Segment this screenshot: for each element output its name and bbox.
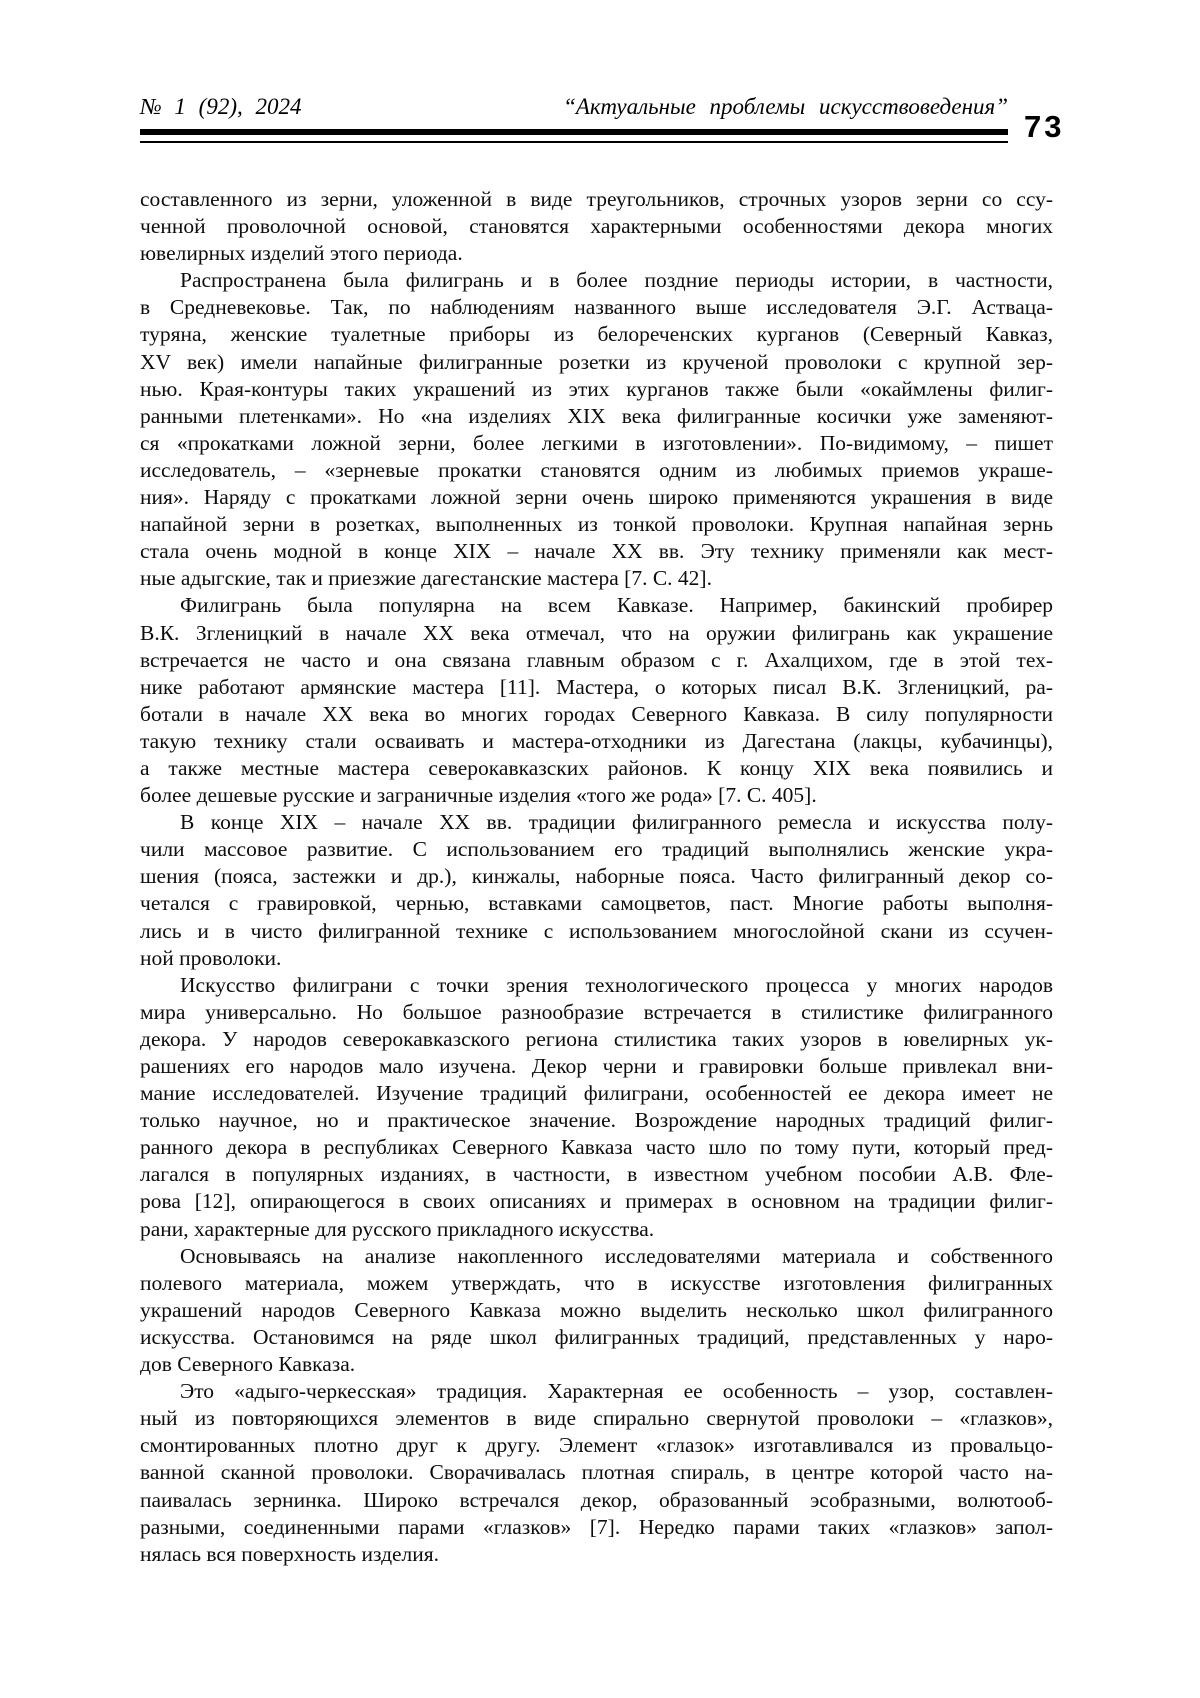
text-line: ранного декора в республиках Северного Кавказа часто шло по тому пути, который пред- [140, 1135, 1053, 1160]
text-line: нью. Края-контуры таких украшений из этих курганов также были «окаймлены филиг- [140, 376, 1053, 401]
journal-title: “Актуальные проблемы искусствоведения” [563, 94, 1008, 119]
paragraph [140, 1243, 1053, 1378]
issue-label: № 1 (92), 2024 [140, 94, 302, 119]
text-line: напайной зерни в розетках, выполненных из тонкой проволоки. Крупная напайная зернь [140, 512, 1053, 537]
text-line: чили массовое развитие. С использованием его традиций выполнялись женские укра- [140, 837, 1053, 862]
paragraph [140, 592, 1053, 809]
text-line: нике работают армянские мастера [11]. Мастера, о которых писал В.К. Згленицкий, ра- [140, 674, 1053, 699]
text-line: XV век) имели напайные филигранные розетки из крученой проволоки с крупной зер- [140, 349, 1053, 374]
text-line: только научное, но и практическое значение. Возрождение народных традиций филиг- [140, 1108, 1053, 1133]
text-line: искусства. Остановимся на ряде школ филигранных традиций, представленных у наро- [140, 1324, 1053, 1349]
text-line: стала очень модной в конце XIX – начале XX вв. Эту технику применяли как мест- [140, 539, 1053, 564]
text-line: ния». Наряду с прокатками ложной зерни очень широко применяются украшения в виде [140, 485, 1053, 510]
text-line: ный из повторяющихся элементов в виде спирально свернутой проволоки – «глазков», [140, 1406, 1053, 1431]
text-line: рашениях его народов мало изучена. Декор черни и гравировки больше привлекал вни- [140, 1054, 1053, 1078]
text-line: Искусство филиграни с точки зрения технологического процесса у многих народов [180, 972, 1053, 997]
paragraph [140, 972, 1053, 1243]
text-line: дов Северного Кавказа. [140, 1352, 356, 1377]
text-line: полевого материала, можем утверждать, что в искусстве изготовления филигранных [140, 1270, 1053, 1295]
text-line: паивалась зернинка. Широко встречался декор, образованный эсобразными, волютооб- [140, 1487, 1053, 1512]
text-line: а также местные мастера северокавказских районов. К концу XIX века появились и [140, 755, 1053, 780]
text-line: исследователь, – «зерневые прокатки становятся одним из любимых приемов украше- [140, 457, 1053, 482]
paragraph [140, 809, 1053, 972]
text-line: Распространена была филигрань и в более поздние периоды истории, в частности, [180, 268, 1053, 293]
text-line: составленного из зерни, уложенной в виде треугольников, строчных узоров зерни со ссу- [140, 187, 1053, 211]
text-line: ченной проволочной основой, становятся характерными особенностями декора многих [140, 214, 1053, 239]
header-rule [140, 129, 1008, 143]
text-line: ботали в начале XX века во многих городах Северного Кавказа. В силу популярности [140, 701, 1053, 726]
text-line: в Средневековье. Так, по наблюдениям названного выше исследователя Э.Г. Астваца- [140, 295, 1053, 320]
text-line: встречается не часто и она связана главным образом с г. Ахалцихом, где в этой тех- [140, 647, 1053, 672]
text-line: Это «адыго-черкесская» традиция. Характерная ее особенность – узор, составлен- [180, 1379, 1053, 1404]
paragraph [140, 1378, 1053, 1568]
text-line: ювелирных изделий этого периода. [140, 241, 463, 266]
text-line: В конце XIX – начале XX вв. традиции филигранного ремесла и искусства полу- [180, 810, 1053, 835]
text-line: рани, характерные для русского прикладного искусства. [140, 1216, 655, 1241]
text-line: Филигрань была популярна на всем Кавказе. Например, бакинский пробирер [180, 593, 1053, 618]
page-number: 73 [1024, 109, 1065, 144]
article-text [140, 186, 1053, 1568]
text-line: туряна, женские туалетные приборы из белореченских курганов (Северный Кавказ, [140, 322, 1053, 347]
text-line: лагался в популярных изданиях, в частности, в известном учебном пособии А.В. Фле- [140, 1162, 1053, 1187]
text-line: рова [12], опирающегося в своих описаниях и примерах в основном на традиции филиг- [140, 1189, 1053, 1214]
text-line: мира универсально. Но большое разнообразие встречается в стилистике филигранного [140, 999, 1053, 1024]
text-line: лись и в чисто филигранной технике с использованием многослойной скани из ссучен- [140, 918, 1053, 943]
page-header [140, 94, 1008, 120]
text-line: ванной сканной проволоки. Сворачивалась плотная спираль, в центре которой часто на- [140, 1460, 1053, 1485]
text-line: украшений народов Северного Кавказа можно выделить несколько школ филигранного [140, 1297, 1053, 1322]
text-line: разными, соединенными парами «глазков» [7]. Нередко парами таких «глазков» запол- [140, 1514, 1053, 1539]
text-line: более дешевые русские и заграничные изделия «того же рода» [7. С. 405]. [140, 783, 817, 808]
text-line: нялась вся поверхность изделия. [140, 1541, 440, 1566]
paragraph [140, 267, 1053, 592]
text-line: шения (пояса, застежки и др.), кинжалы, наборные пояса. Часто филигранный декор со- [140, 864, 1053, 889]
text-line: такую технику стали осваивать и мастера-отходники из Дагестана (лакцы, кубачинцы), [140, 728, 1053, 753]
text-line: В.К. Згленицкий в начале XX века отмечал, что на оружии филигрань как украшение [140, 620, 1053, 645]
text-line: декора. У народов северокавказского региона стилистика таких узоров в ювелирных ук- [140, 1026, 1053, 1051]
text-line: ся «прокатками ложной зерни, более легкими в изготовлении». По-видимому, – пишет [140, 430, 1053, 455]
text-line: ной проволоки. [140, 945, 282, 970]
text-line: смонтированных плотно друг к другу. Элемент «глазок» изготавливался из провальцо- [140, 1433, 1053, 1458]
text-line: четался с гравировкой, чернью, вставками самоцветов, паст. Многие работы выполня- [140, 891, 1053, 916]
text-line: Основываясь на анализе накопленного исследователями материала и собственного [180, 1243, 1053, 1268]
text-line: ранными плетенками». Но «на изделиях XIX века филигранные косички уже заменяют- [140, 403, 1053, 428]
text-line: мание исследователей. Изучение традиций филиграни, особенностей ее декора имеет не [140, 1081, 1053, 1106]
paragraph [140, 186, 1053, 267]
text-line: ные адыгские, так и приезжие дагестанские мастера [7. С. 42]. [140, 566, 712, 591]
